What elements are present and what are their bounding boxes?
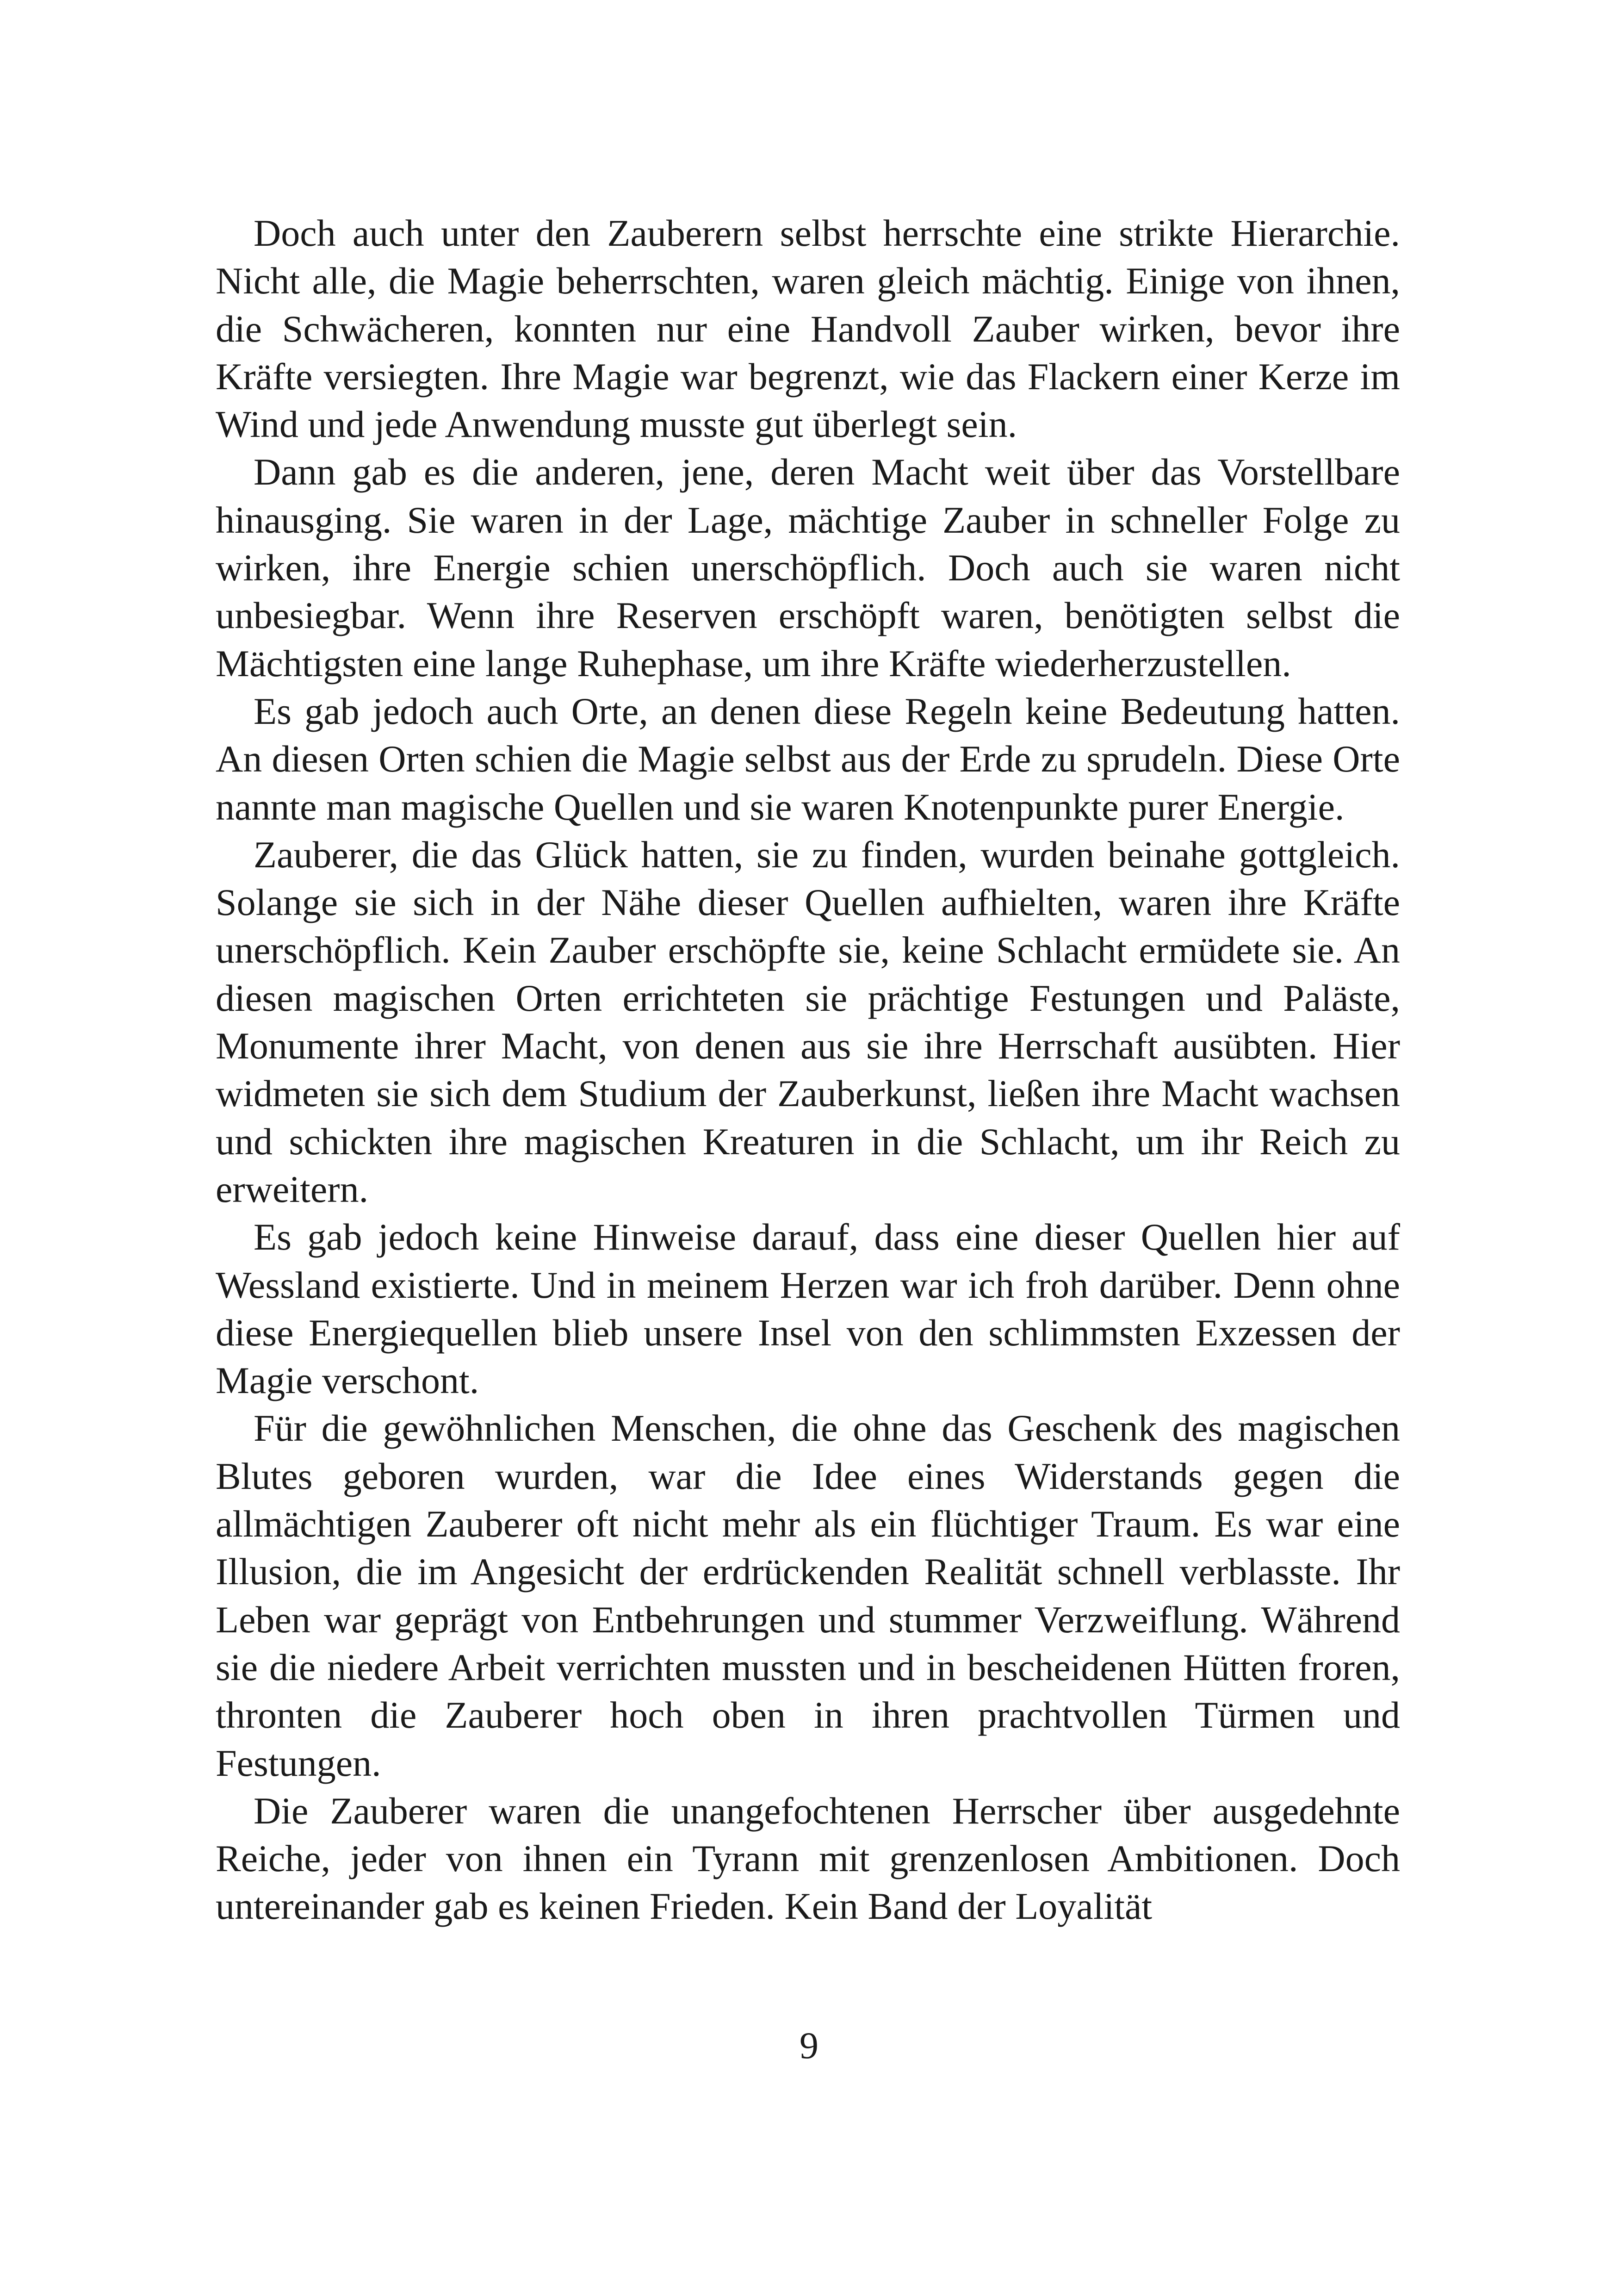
paragraph: Zauberer, die das Glück hatten, sie zu finden, wurden beinahe gottgleich. Solange sie sich in der Nähe dieser Quellen aufhielten, waren ihre Kräfte unerschöpflich. Kein Zauber erschöpfte sie, keine Schlacht ermüdete sie. An diesen magischen Orten errichteten sie prächtige Festungen und Paläste, Monumente ihrer Macht, von denen aus sie ihre Herrschaft ausübten. Hier widmeten sie sich dem Studium der Zauberkunst, ließen ihre Macht wachsen und schickten ihre magischen Kreaturen in die Schlacht, um ihr Reich zu erweitern. — [216, 833, 1400, 1210]
paragraph: Dann gab es die anderen, jene, deren Macht weit über das Vorstellbare hinausging. Sie waren in der Lage, mächtige Zauber in schneller Folge zu wirken, ihre Energie schien unerschöpflich. Doch auch sie waren nicht unbesiegbar. Wenn ihre Reserven erschöpft waren, benötigten selbst die Mächtigsten eine lange Ruhephase, um ihre Kräfte wiederherzustellen. — [216, 451, 1400, 684]
paragraph: Die Zauberer waren die unangefochtenen Herrscher über ausgedehnte Reiche, jeder von ihnen ein Tyrann mit grenzenlosen Ambitionen. Doch untereinander gab es keinen Frieden. Kein Band der Loyalität — [216, 1789, 1400, 1928]
paragraph: Für die gewöhnlichen Menschen, die ohne das Geschenk des magischen Blutes geboren wurden, war die Idee eines Widerstands gegen die allmächtigen Zauberer oft nicht mehr als ein flüchtiger Traum. Es war eine Illusion, die im Angesicht der erdrückenden Realität schnell verblasste. Ihr Leben war geprägt von Entbehrungen und stummer Verzweiflung. Während sie die niedere Arbeit verrichten mussten und in bescheidenen Hütten froren, thronten die Zauberer hoch oben in ihren prachtvollen Türmen und Festungen. — [216, 1407, 1400, 1784]
paragraph: Es gab jedoch auch Orte, an denen diese Regeln keine Bedeutung hatten. An diesen Orten schien die Magie selbst aus der Erde zu sprudeln. Diese Orte nannte man magische Quellen und sie waren Knotenpunkte purer Energie. — [216, 690, 1400, 828]
paragraph: Doch auch unter den Zauberern selbst herrschte eine strikte Hierarchie. Nicht alle, die Magie beherrschten, waren gleich mächtig. Einige von ihnen, die Schwächeren, konnten nur eine Handvoll Zauber wirken, bevor ihre Kräfte versiegten. Ihre Magie war begrenzt, wie das Flackern einer Kerze im Wind und jede Anwendung musste gut überlegt sein. — [216, 212, 1400, 446]
page-number: 9 — [800, 2024, 818, 2066]
paragraph: Es gab jedoch keine Hinweise darauf, dass eine dieser Quellen hier auf Wessland existierte. Und in meinem Herzen war ich froh darüber. Denn ohne diese Energiequellen blieb unsere Insel von den schlimmsten Exzessen der Magie verschont. — [216, 1216, 1400, 1402]
body-text — [216, 209, 1400, 1930]
